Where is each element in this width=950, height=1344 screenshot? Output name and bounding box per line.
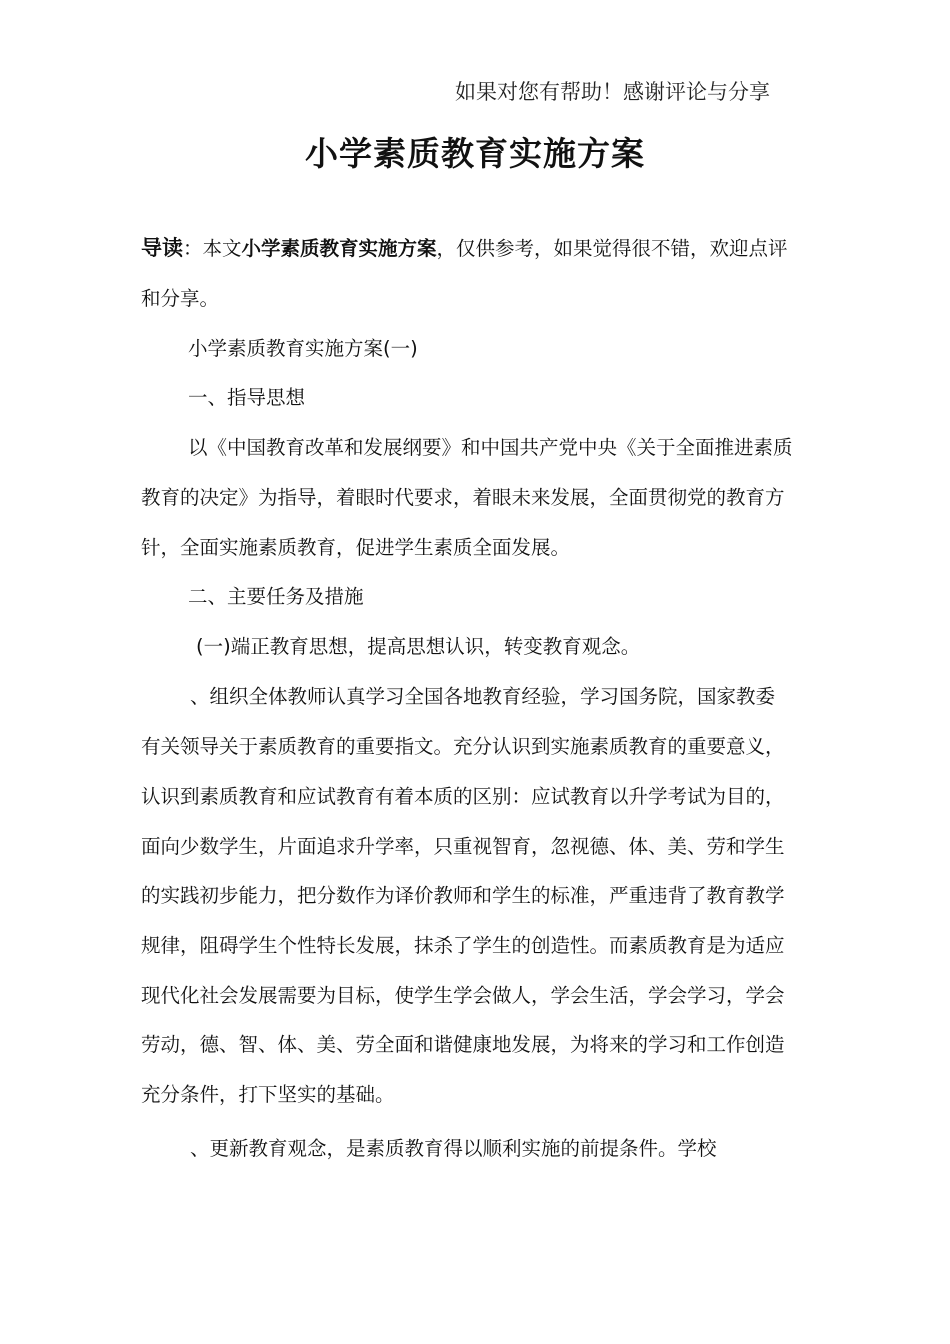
paragraph-2-line-8: 劳动，德、智、体、美、劳全面和谐健康地发展，为将来的学习和工作创造 <box>141 1033 785 1056</box>
paragraph-2-line-5: 的实践初步能力，把分数作为译价教师和学生的标准，严重违背了教育教学 <box>141 884 785 907</box>
paragraph-2-line-4: 面向少数学生，片面追求升学率，只重视智育，忽视德、体、美、劳和学生 <box>141 835 785 858</box>
heading-guiding-ideology: 一、指导思想 <box>188 386 306 409</box>
paragraph-2-line-6: 规律，阻碍学生个性特长发展，抹杀了学生的创造性。而素质教育是为适应 <box>141 934 785 957</box>
heading-main-tasks: 二、主要任务及措施 <box>188 585 364 608</box>
paragraph-2-line-2: 有关领导关于素质教育的重要指文。充分认识到实施素质教育的重要意义， <box>141 735 785 758</box>
lead-colon: ： <box>183 237 203 260</box>
lead-label: 导读 <box>141 236 183 260</box>
page-title: 小学素质教育实施方案 <box>305 134 645 173</box>
lead-paragraph-line-1 <box>141 235 788 262</box>
section-title: 小学素质教育实施方案(一) <box>188 337 418 360</box>
lead-paragraph-line-2: 和分享。 <box>141 287 220 310</box>
paragraph-2-line-7: 现代化社会发展需要为目标，使学生学会做人，学会生活，学会学习，学会 <box>141 984 785 1007</box>
paragraph-2-line-1: 、组织全体教师认真学习全国各地教育经验，学习国务院，国家教委 <box>190 685 776 708</box>
paragraph-1-line-2: 教育的决定》为指导，着眼时代要求，着眼未来发展，全面贯彻党的教育方 <box>141 486 785 509</box>
header-note: 如果对您有帮助！感谢评论与分享 <box>455 80 770 104</box>
paragraph-1-line-1: 以《中国教育改革和发展纲要》和中国共产党中央《关于全面推进素质 <box>188 436 793 459</box>
subheading-1: (一)端正教育思想，提高思想认识，转变教育观念。 <box>196 635 641 658</box>
paragraph-3-line-1: 、更新教育观念，是素质教育得以顺利实施的前提条件。学校 <box>190 1137 717 1160</box>
paragraph-1-line-3: 针，全面实施素质教育，促进学生素质全面发展。 <box>141 536 571 559</box>
paragraph-2-line-9: 充分条件，打下坚实的基础。 <box>141 1083 395 1106</box>
lead-bold-title: 小学素质教育实施方案 <box>241 237 437 260</box>
lead-prefix: 本文 <box>202 237 242 260</box>
paragraph-2-line-3: 认识到素质教育和应试教育有着本质的区别：应试教育以升学考试为目的， <box>141 785 785 808</box>
lead-suffix: ，仅供参考，如果觉得很不错，欢迎点评 <box>436 237 788 260</box>
